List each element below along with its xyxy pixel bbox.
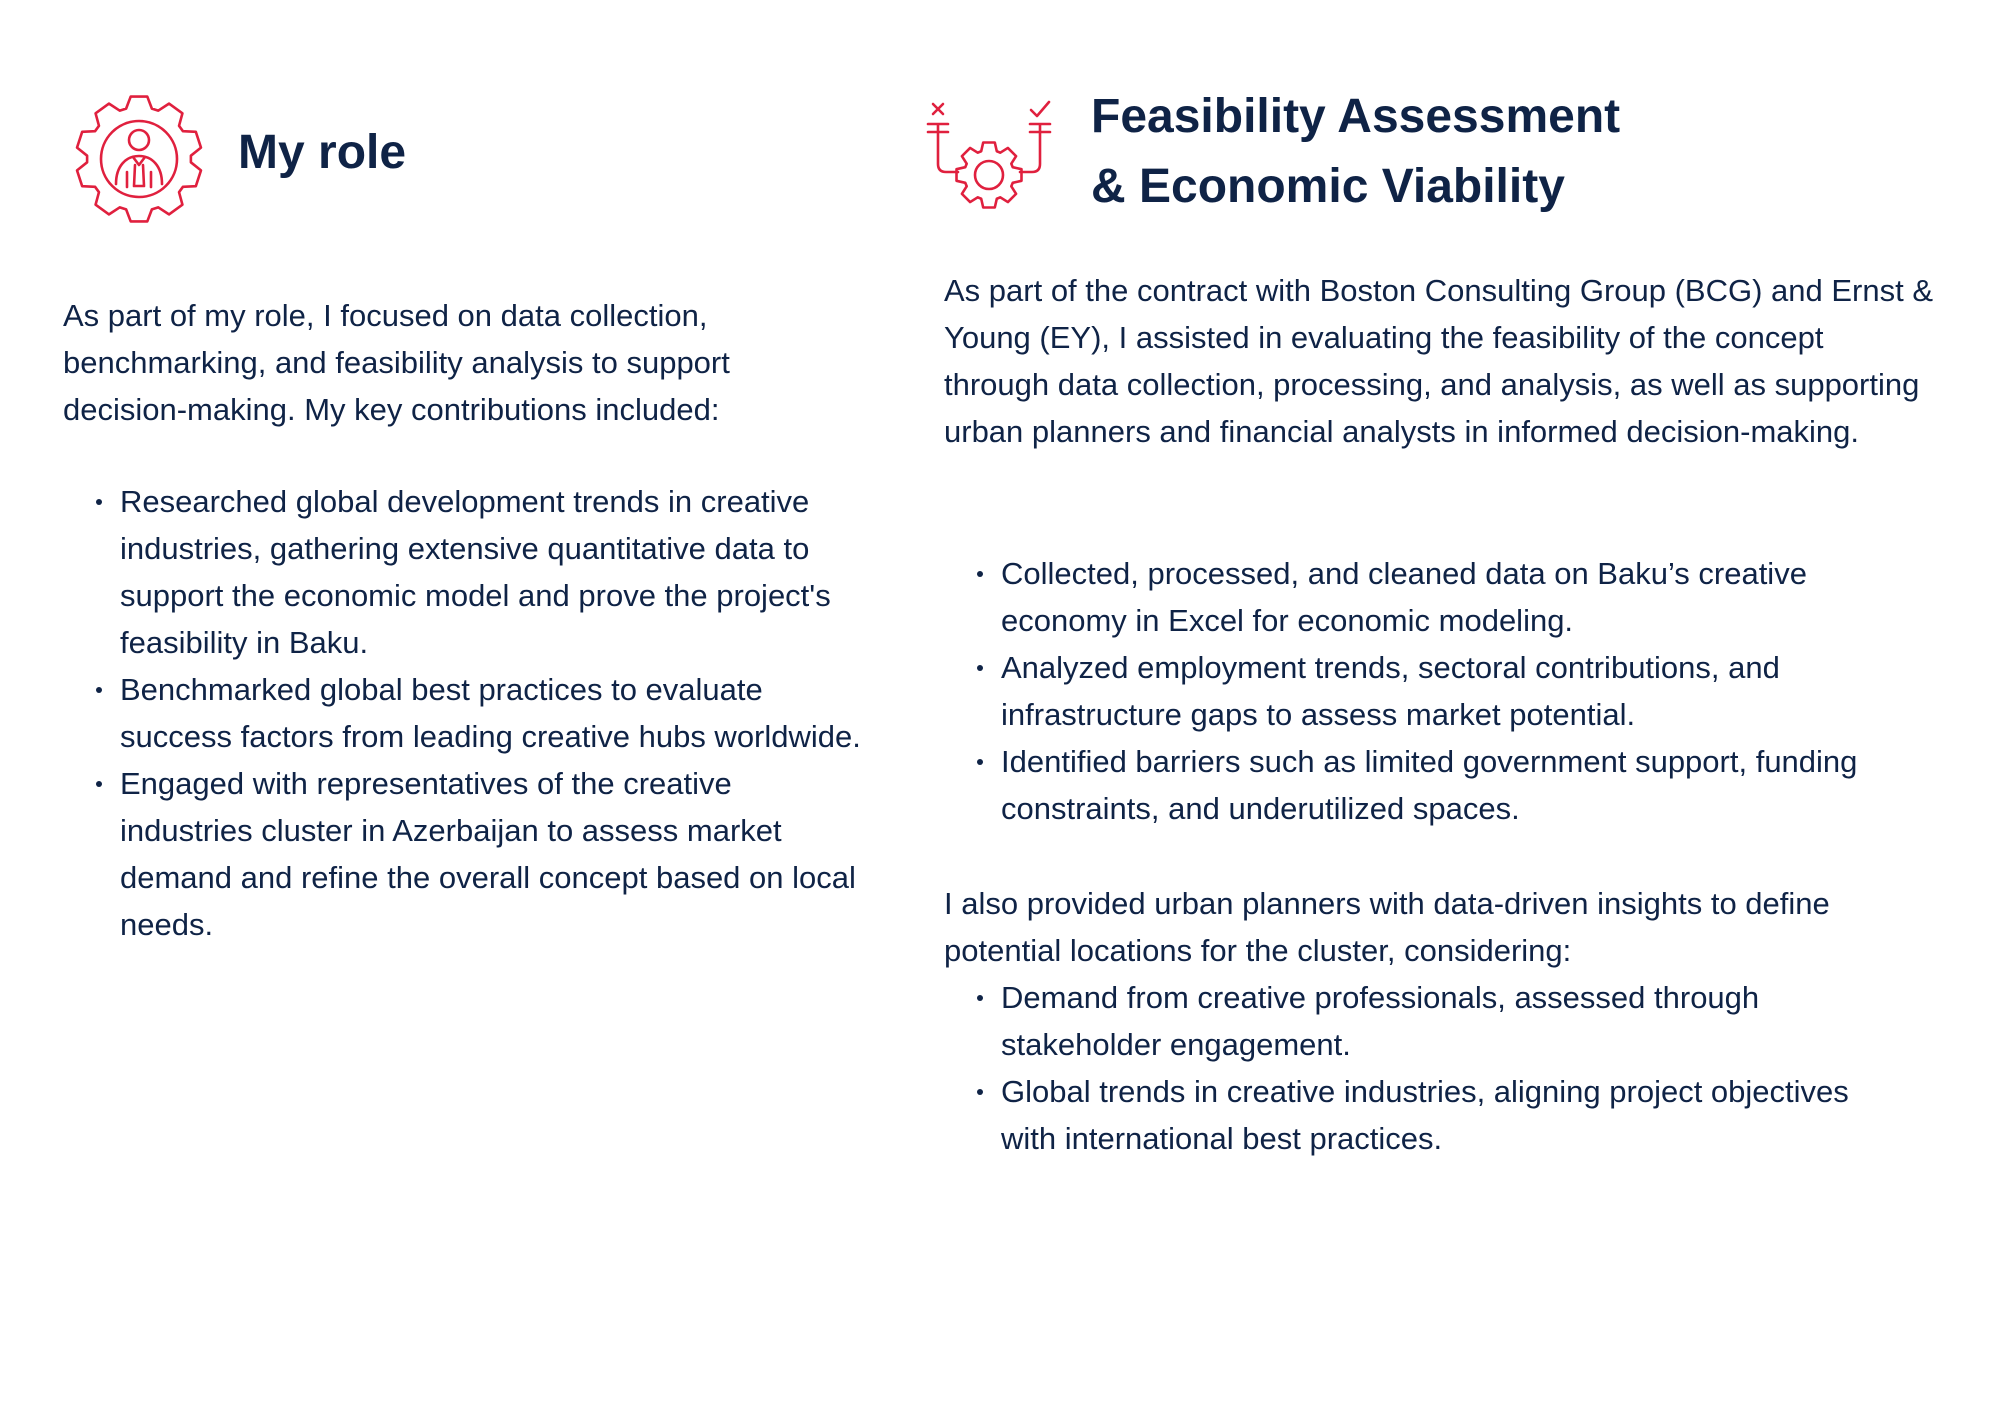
feasibility-title-line-1: Feasibility Assessment <box>1091 90 1621 143</box>
feasibility-intro: As part of the contract with Boston Consulting Group (BCG) and Ernst & Young (EY), I assisted in evaluating the feasibility of the concept through data collection, processing, and analysis, as well as supporting urban planners and financial analysts in informed decision-making. <box>944 273 1934 449</box>
feasibility-bullet-list-1 <box>944 550 1904 832</box>
list-item: Engaged with representatives of the creative industries cluster in Azerbaijan to assess market demand and refine the overall concept based on local needs. <box>63 760 863 948</box>
feasibility-title-line-2: & Economic Viability <box>1091 160 1565 213</box>
feasibility-locations-paragraph: I also provided urban planners with data-driven insights to define potential locations for the cluster, considering: <box>944 886 1830 968</box>
list-item: Researched global development trends in creative industries, gathering extensive quantitative data to support the economic model and prove the project's feasibility in Baku. <box>63 478 863 666</box>
list-item: Global trends in creative industries, aligning project objectives with international best practices. <box>944 1068 1904 1162</box>
list-item: Analyzed employment trends, sectoral contributions, and infrastructure gaps to assess market potential. <box>944 644 1904 738</box>
feasibility-bullet-list-2 <box>944 974 1904 1162</box>
gear-person-icon <box>72 92 206 226</box>
list-item: Collected, processed, and cleaned data on Baku’s creative economy in Excel for economic modeling. <box>944 550 1904 644</box>
list-item: Demand from creative professionals, assessed through stakeholder engagement. <box>944 974 1904 1068</box>
list-item: Identified barriers such as limited government support, funding constraints, and underutilized spaces. <box>944 738 1904 832</box>
gear-decision-icon <box>925 98 1057 216</box>
my-role-intro: As part of my role, I focused on data collection, benchmarking, and feasibility analysis to support decision-making. My key contributions included: <box>63 298 730 427</box>
my-role-title: My role <box>238 126 407 179</box>
list-item: Benchmarked global best practices to evaluate success factors from leading creative hubs worldwide. <box>63 666 863 760</box>
my-role-bullet-list <box>63 478 863 948</box>
